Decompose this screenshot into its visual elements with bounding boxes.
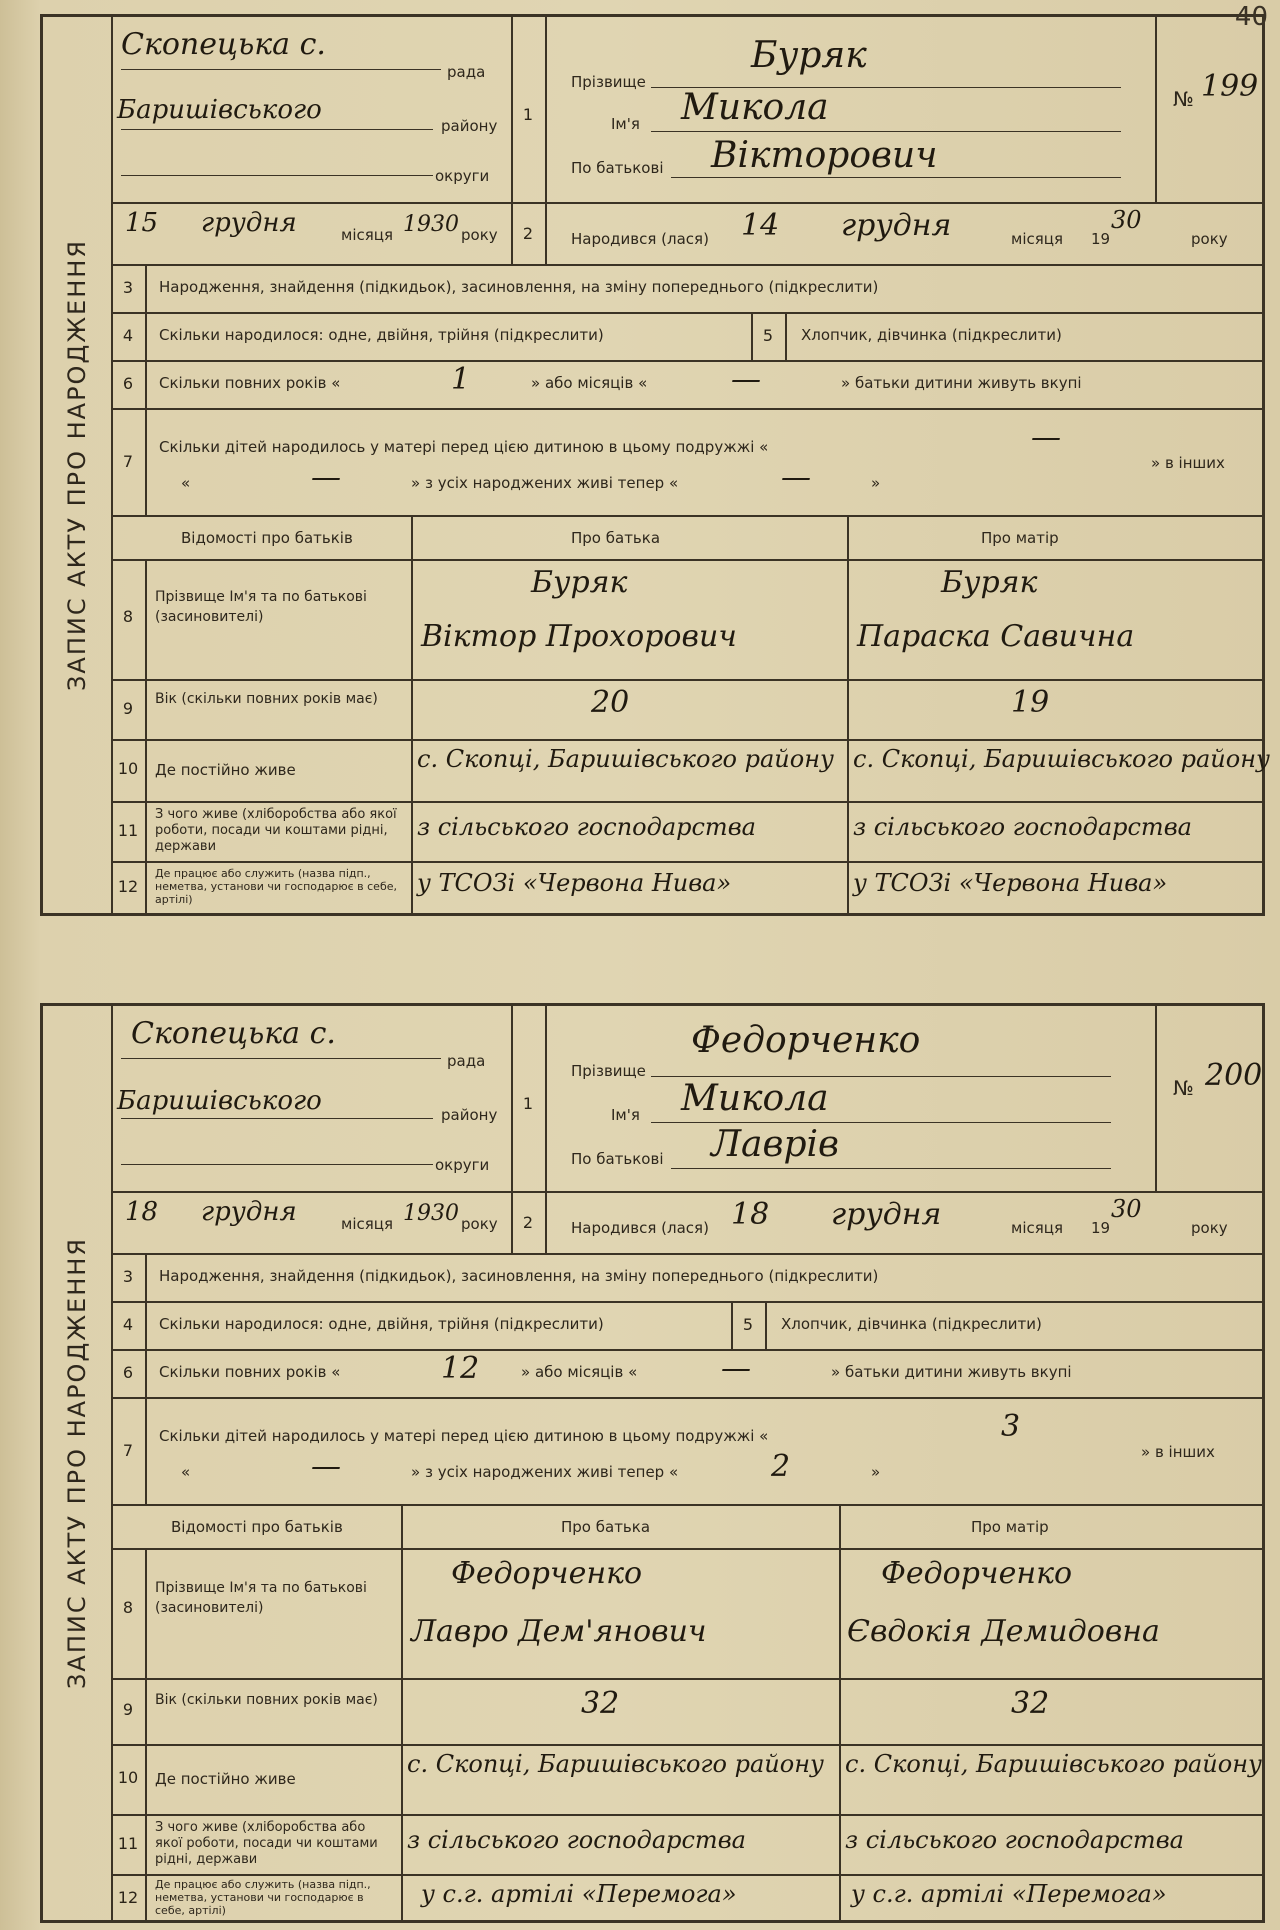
birth-record-1 <box>40 14 1270 916</box>
mother-name: Параска Савична <box>857 619 1135 654</box>
selo-value: Скопецька с. <box>131 1016 336 1051</box>
name-label: Ім'я <box>611 115 640 133</box>
patronymic-value: Вікторович <box>711 135 938 176</box>
raion-value: Баришівського <box>117 1086 322 1116</box>
patronymic-label: По батькові <box>571 159 664 177</box>
surname-label: Прізвище <box>571 73 646 91</box>
birth-month: грудня <box>841 208 952 243</box>
parents-row-8: 8 Прізвище Ім'я та по батькові (засиновителі) Буряк Віктор Прохорович Буряк Параска Савична <box>111 559 1262 681</box>
parents-row-10: 10 Де постійно живе с. Скопці, Баришівського району с. Скопці, Баришівського району <box>111 1744 1262 1816</box>
parents-row-9: 9 Вік (скільки повних років має) 20 19 <box>111 679 1262 741</box>
row-4-5: 4 Скільки народилося: одне, двійня, трійня (підкреслити) 5 Хлопчик, дівчинка (підкреслити) <box>111 1301 1262 1351</box>
parents-row-10: 10 Де постійно живе с. Скопці, Баришівського району с. Скопці, Баришівського району <box>111 739 1262 803</box>
mother-surname: Федорченко <box>881 1556 1073 1591</box>
surname-value: Федорченко <box>691 1020 921 1061</box>
row-4-5: 4 Скільки народилося: одне, двійня, трійня (підкреслити) 5 Хлопчик, дівчинка (підкреслити) <box>111 312 1262 362</box>
father-name: Віктор Прохорович <box>421 619 737 654</box>
page-corner-number: 40 <box>1234 2 1268 32</box>
birth-record-2 <box>40 1003 1265 1923</box>
parents-row-11: 11 З чого живе (хліборобства або якої роботи, посади чи коштами рідні, держави з сільського господарства з сільського господарства <box>111 1814 1262 1876</box>
record-number: 200 <box>1205 1058 1263 1093</box>
parents-row-8: 8 Прізвище Ім'я та по батькові (засиновителі) Федорченко Лавро Дем'янович Федорченко Євдокія Демидовна <box>111 1548 1262 1680</box>
row-3: 3 Народження, знайдення (підкидьок), засиновлення, на зміну попереднього (підкреслити) <box>111 264 1262 314</box>
mother-name: Євдокія Демидовна <box>847 1614 1160 1649</box>
registration-date-row: 18 грудня місяця 1930 року 2 Народився (лася) 18 грудня місяця 19 30 року <box>111 1191 1262 1255</box>
mother-surname: Буряк <box>941 565 1038 600</box>
name-value: Микола <box>681 1078 829 1119</box>
row-7: 7 Скільки дітей народилось у матері перед цією дитиною в цьому подружжі « 3 » в інших « — » з усіх народжених живі тепер « 2 » <box>111 1397 1262 1506</box>
row-6: 6 Скільки повних років « 1 » або місяців « — » батьки дитини живуть вкупі <box>111 360 1262 410</box>
record-side-title: ЗАПИС АКТУ ПРО НАРОДЖЕННЯ <box>43 1006 113 1920</box>
row-6: 6 Скільки повних років « 12 » або місяців « — » батьки дитини живуть вкупі <box>111 1349 1262 1399</box>
father-surname: Буряк <box>531 565 628 600</box>
record-side-title: ЗАПИС АКТУ ПРО НАРОДЖЕННЯ <box>43 17 113 913</box>
okrug-label: округи <box>435 167 490 185</box>
parents-row-12: 12 Де працює або служить (назва підп., неметва, установи чи господарює в себе, артілі) у с.г. артілі «Перемога» у с.г. артілі «Перемога» <box>111 1874 1262 1920</box>
number-label: № <box>1173 87 1194 111</box>
rada-label: рада <box>447 63 486 81</box>
parents-row-12: 12 Де працює або служить (назва підп., неметва, установи чи господарює в себе, артілі) у ТСОЗі «Червона Нива» у ТСОЗі «Червона Нива» <box>111 861 1262 913</box>
selo-value: Скопецька с. <box>121 27 326 62</box>
record-header: Скопецька с. рада Баришівського району округи 1 Прізвище Буряк Ім'я Микола По батькові Вікторович № 199 <box>111 17 1262 204</box>
patronymic-value: Лаврів <box>711 1124 839 1165</box>
surname-value: Буряк <box>751 35 867 76</box>
record-number: 199 <box>1201 69 1259 104</box>
row-7: 7 Скільки дітей народилось у матері перед цією дитиною в цьому подружжі « — » в інших « — » з усіх народжених живі тепер « — » <box>111 408 1262 517</box>
registration-date-row: 15 грудня місяця 1930 року 2 Народився (лася) 14 грудня місяця 19 30 року <box>111 202 1262 266</box>
birth-day: 14 <box>741 208 780 243</box>
father-surname: Федорченко <box>451 1556 643 1591</box>
record-header: Скопецька с. рада Баришівського району округи 1 Прізвище Федорченко Ім'я Микола По батькові Лаврів № 200 <box>111 1006 1262 1193</box>
father-name: Лавро Дем'янович <box>411 1614 707 1649</box>
raion-value: Баришівського <box>117 95 322 125</box>
raion-label: району <box>441 117 498 135</box>
parents-row-9: 9 Вік (скільки повних років має) 32 32 <box>111 1678 1262 1746</box>
row-3: 3 Народження, знайдення (підкидьок), засиновлення, на зміну попереднього (підкреслити) <box>111 1253 1262 1303</box>
reg-day: 15 <box>125 208 159 238</box>
parents-row-11: 11 З чого живе (хліборобства або якої роботи, посади чи коштами рідні, держави з сільського господарства з сільського господарства <box>111 801 1262 863</box>
parents-header: Відомості про батьків Про батька Про матір <box>111 515 1262 561</box>
reg-month: грудня <box>201 208 297 238</box>
parents-header: Відомості про батьків Про батька Про матір <box>111 1504 1262 1550</box>
name-value: Микола <box>681 87 829 128</box>
